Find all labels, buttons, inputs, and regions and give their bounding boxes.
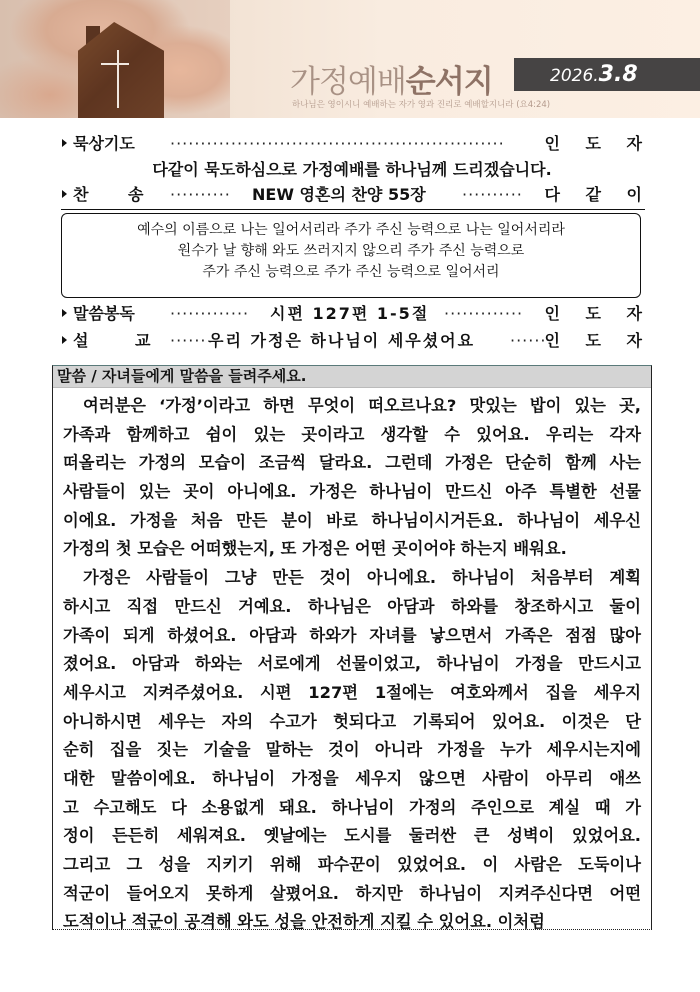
sermon-line: 사람들이 있는 곳이 아니에요. 가정은 하나님이 만드신 아주 특별한 선물 [63, 482, 641, 502]
hymn-lyrics-box [61, 213, 641, 298]
page-title [290, 56, 493, 101]
bullet-triangle-icon [62, 190, 67, 198]
sermon-line: 적군이 들어오지 못하게 살폈어요. 하지만 하나님이 지켜주신다면 어떤 [63, 883, 641, 903]
sermon-line: 이에요. 가정을 처음 만든 분이 바로 하나님이시거든요. 하나님이 세우신 [63, 510, 641, 530]
leader-dots: ············· [170, 304, 250, 323]
leader-dots: ······ [170, 331, 207, 350]
sermon-line: 가정의 첫 모습은 어떠했는지, 또 가정은 어떤 곳이어야 하는지 배워요. [63, 539, 567, 559]
sermon-line: 정이 든든히 세워져요. 옛날에는 도시를 둘러싼 큰 성벽이 있었어요. [63, 826, 641, 846]
leader-dots: ······················································· [170, 134, 505, 153]
sermon-line: 가족과 함께하고 쉼이 있는 곳이라고 생각할 수 있어요. 우리는 각자 [63, 424, 641, 444]
order-row-reading [62, 303, 652, 325]
lyric-line: 원수가 날 향해 와도 쓰러지지 않으리 주가 주신 능력으로 [177, 243, 525, 259]
sermon-line: 하시고 직접 만드신 거예요. 하나님은 아담과 하와를 창조하시고 둘이 [63, 596, 641, 616]
sermon-line: 도적이나 적군이 공격해 와도 성을 안전하게 지킬 수 있어요. 이처럼 [63, 912, 545, 932]
date-year: 2026. [550, 66, 599, 86]
order-leader: 인 도 자 [544, 304, 652, 323]
sermon-heading: 말씀 / 자녀들에게 말씀을 들려주세요. [53, 366, 651, 388]
cross-icon-bar [101, 63, 129, 65]
sermon-line: 세우시고 지켜주셨어요. 시편 127편 1절에는 여호와께서 집을 세우지 [63, 682, 641, 702]
leader-dots: ······ [510, 331, 547, 350]
bullet-triangle-icon [62, 139, 67, 147]
sermon-line: 떠올리는 가정의 모습이 조금씩 달라요. 그런데 가정은 단순히 함께 사는 [63, 453, 641, 473]
reading-reference: 시편 127편 1-5절 [270, 304, 430, 323]
order-label-2: 송 [128, 185, 144, 204]
order-leader: 인 도 자 [544, 331, 652, 350]
date-monthday: 3.8 [598, 62, 638, 87]
sermon-line: 순히 집을 짓는 기술을 말하는 것이 아니라 가정을 누가 세우시는지에 [63, 740, 641, 760]
order-row-prayer [62, 133, 652, 155]
order-row-sermon [62, 330, 652, 352]
lyric-line: 주가 주신 능력으로 주가 주신 능력으로 일어서리 [202, 264, 500, 280]
order-row-hymn [62, 184, 652, 206]
date-badge [514, 58, 700, 91]
order-label: 설 [73, 331, 89, 350]
order-label: 찬 [73, 185, 89, 204]
sermon-line: 가정은 사람들이 그냥 만든 것이 아니에요. 하나님이 처음부터 계획 [83, 568, 641, 588]
sermon-line: 가족이 되게 하셨어요. 아담과 하와가 자녀를 낳으면서 가족은 점점 많아 [63, 625, 641, 645]
order-label: 말씀봉독 [73, 304, 135, 323]
sermon-body [53, 388, 651, 937]
leader-dots: ·········· [462, 185, 523, 204]
header-banner [0, 0, 700, 118]
subtitle-verse: 하나님은 영이시니 예배하는 자가 영과 진리로 예배할지니라 (요4:24) [292, 100, 551, 110]
sermon-line: 여러분은 ‘가정’이라고 하면 무엇이 떠오르나요? 맛있는 밥이 있는 곳, [83, 396, 641, 415]
order-label: 묵상기도 [73, 134, 135, 153]
cross-icon [117, 50, 119, 108]
bullet-triangle-icon [62, 309, 67, 317]
bullet-triangle-icon [62, 336, 67, 344]
divider [61, 209, 645, 210]
order-label-2: 교 [135, 331, 151, 350]
sermon-bottom-border [52, 929, 652, 930]
sermon-line: 아니하시면 세우는 자의 수고가 헛되다고 기록되어 있어요. 이것은 단 [63, 711, 641, 731]
lyric-line: 예수의 이름으로 나는 일어서리라 주가 주신 능력으로 나는 일어서리라 [137, 222, 565, 238]
order-leader: 다 같 이 [544, 185, 652, 204]
sermon-line: 그리고 그 성을 지키기 위해 파수꾼이 있었어요. 이 사람은 도둑이나 [63, 855, 641, 874]
order-leader: 인 도 자 [544, 134, 652, 153]
sermon-line: 대한 말씀이에요. 하나님이 가정을 세우지 않으면 사람이 아무리 애쓰 [63, 768, 641, 788]
leader-dots: ············· [444, 304, 524, 323]
sermon-title: 우리 가정은 하나님이 세우셨어요 [208, 331, 476, 350]
prayer-instruction: 다같이 묵도하심으로 가정예배를 하나님께 드리겠습니다. [152, 160, 552, 179]
title-light: 가정예배 [290, 64, 406, 100]
sermon-line: 졌어요. 아담과 하와는 서로에게 선물이었고, 하나님이 가정을 만드시고 [63, 654, 641, 674]
title-bold: 순서지 [405, 64, 493, 100]
sermon-line: 고 수고해도 다 소용없게 돼요. 하나님이 가정의 주인으로 계실 때 가 [63, 797, 641, 817]
hymn-title: NEW 영혼의 찬양 55장 [252, 185, 426, 204]
sermon-section [52, 365, 652, 930]
leader-dots: ·········· [170, 185, 231, 204]
